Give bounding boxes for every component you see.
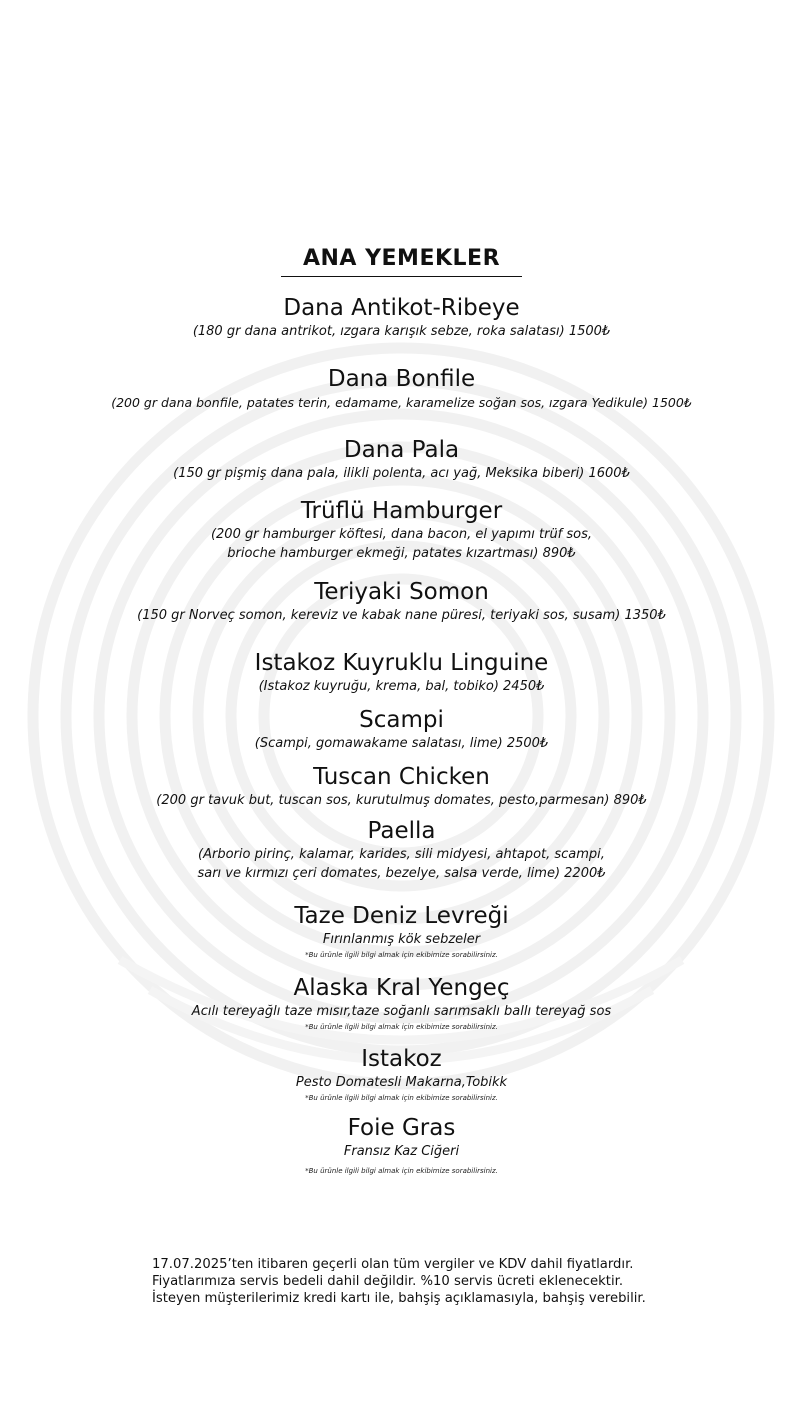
item-name: Istakoz xyxy=(361,1046,442,1072)
item-name: Teriyaki Somon xyxy=(314,579,489,605)
item-description-line-2: brioche hamburger ekmeği, patates kızartması) 890₺ xyxy=(227,546,576,561)
menu-item xyxy=(0,436,803,483)
item-description: (150 gr pişmiş dana pala, ilikli polenta, acı yağ, Meksika biberi) 1600₺ xyxy=(173,466,630,481)
item-description: (Arborio pirinç, kalamar, karides, sili midyesi, ahtapot, scampi, xyxy=(198,847,605,862)
menu-item xyxy=(0,649,803,696)
item-description: Fırınlanmış kök sebzeler xyxy=(322,932,481,947)
footer-line: İsteyen müşterilerimiz kredi kartı ile, bahşiş açıklamasıyla, bahşiş verebilir. xyxy=(152,1291,646,1306)
item-name: Istakoz Kuyruklu Linguine xyxy=(254,650,549,676)
item-name: Paella xyxy=(367,818,436,844)
menu-item xyxy=(0,365,803,412)
item-description: (200 gr dana bonfile, patates terin, edamame, karamelize soğan sos, ızgara Yedikule) 1500₺ xyxy=(111,395,692,410)
item-description: (Istakoz kuyruğu, krema, bal, tobiko) 2450₺ xyxy=(258,679,545,694)
menu-item xyxy=(0,706,803,753)
menu-item xyxy=(0,1045,803,1104)
item-note: *Bu ürünle ilgili bilgi almak için ekibimize sorabilirsiniz. xyxy=(305,951,498,959)
section-heading xyxy=(0,246,803,277)
menu-item xyxy=(0,817,803,883)
item-description: (200 gr tavuk but, tuscan sos, kurutulmuş domates, pesto,parmesan) 890₺ xyxy=(156,793,647,808)
item-name: Foie Gras xyxy=(347,1115,456,1141)
menu-item xyxy=(0,1114,803,1177)
item-description: (200 gr hamburger köftesi, dana bacon, el yapımı trüf sos, xyxy=(210,527,593,542)
item-description: (180 gr dana antrikot, ızgara karışık sebze, roka salatası) 1500₺ xyxy=(192,324,611,339)
footer-line: 17.07.2025’ten itibaren geçerli olan tüm vergiler ve KDV dahil fiyatlardır. xyxy=(152,1257,634,1272)
item-description: Pesto Domatesli Makarna,Tobikk xyxy=(295,1075,508,1090)
item-note: *Bu ürünle ilgili bilgi almak için ekibimize sorabilirsiniz. xyxy=(305,1167,498,1175)
item-description: (Scampi, gomawakame salatası, lime) 2500₺ xyxy=(254,736,549,751)
menu-item xyxy=(0,497,803,563)
menu-item xyxy=(0,902,803,961)
item-name: Dana Bonfile xyxy=(327,366,476,392)
item-note: *Bu ürünle ilgili bilgi almak için ekibimize sorabilirsiniz. xyxy=(305,1023,498,1031)
menu-item xyxy=(0,578,803,625)
item-name: Scampi xyxy=(359,707,444,733)
item-name: Alaska Kral Yengeç xyxy=(293,975,510,1001)
item-name: Dana Pala xyxy=(343,437,460,463)
footer-line: Fiyatlarımıza servis bedeli dahil değildir. %10 servis ücreti eklenecektir. xyxy=(152,1274,624,1289)
item-name: Dana Antikot-Ribeye xyxy=(283,295,520,321)
item-name: Trüflü Hamburger xyxy=(300,498,503,524)
item-description: Acılı tereyağlı taze mısır,taze soğanlı sarımsaklı ballı tereyağ sos xyxy=(191,1004,612,1019)
item-name: Tuscan Chicken xyxy=(313,764,490,790)
item-name: Taze Deniz Levreği xyxy=(294,903,509,929)
item-description: Fransız Kaz Ciğeri xyxy=(343,1144,460,1159)
menu-item xyxy=(0,294,803,341)
section-title: ANA YEMEKLER xyxy=(281,246,522,277)
item-note: *Bu ürünle ilgili bilgi almak için ekibimize sorabilirsiniz. xyxy=(305,1094,498,1102)
menu-item xyxy=(0,974,803,1033)
footer-notice xyxy=(152,1256,752,1307)
menu-item xyxy=(0,763,803,810)
item-description: (150 gr Norveç somon, kereviz ve kabak nane püresi, teriyaki sos, susam) 1350₺ xyxy=(137,608,666,623)
item-description-line-2: sarı ve kırmızı çeri domates, bezelye, salsa verde, lime) 2200₺ xyxy=(197,866,606,881)
